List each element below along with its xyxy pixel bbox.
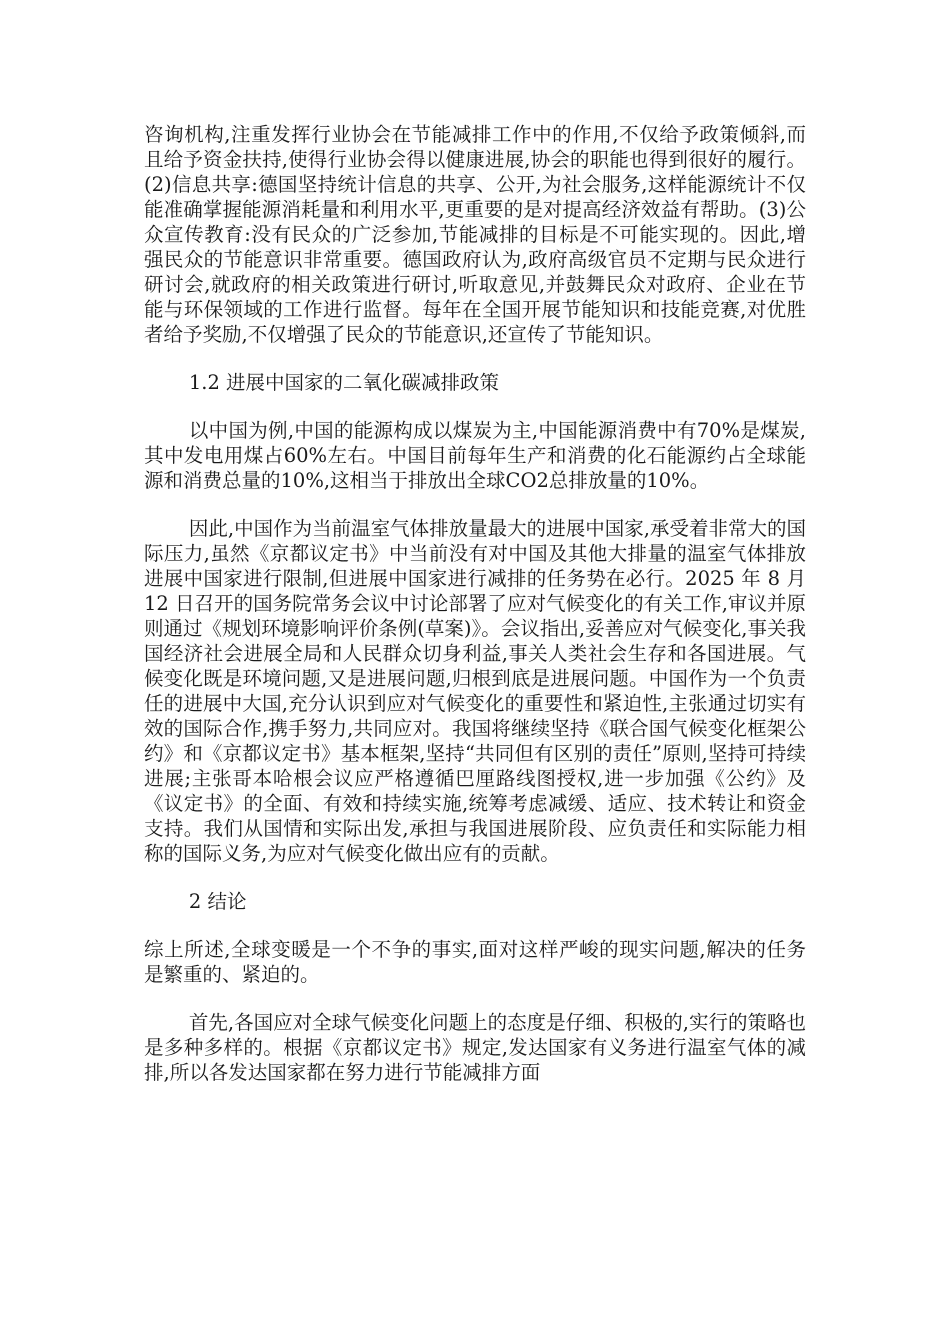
body-paragraph-continued: 咨询机构,注重发挥行业协会在节能减排工作中的作用,不仅给予政策倾斜,而且给予资金扶持,使得行业协会得以健康进展,协会的职能也得到很好的履行。(2)信息共享:德国坚持统计信息的共享、公开,为社会服务,这样能源统计不仅能准确掌握能源消耗量和利用水平,更重要的是对提高经济效益有帮助。(3)公众宣传教育:没有民众的广泛参加,节能减排的目标是不可能实现的。因此,增强民众的节能意识非常重要。德国政府认为,政府高级官员不定期与民众进行研讨会,就政府的相关政策进行研讨,听取意见,并鼓舞民众对政府、企业在节能与环保领域的工作进行监督。每年在全国开展节能知识和技能竞赛,对优胜者给予奖励,不仅增强了民众的节能意识,还宣传了节能知识。 bbox=[144, 123, 806, 346]
document-body bbox=[144, 122, 806, 1108]
body-paragraph-china-policy: 因此,中国作为当前温室气体排放量最大的进展中国家,承受着非常大的国际压力,虽然《京都议定书》中当前没有对中国及其他大排量的温室气体排放进展中国家进行限制,但进展中国家进行减排的任务势在必行。2025 年 8 月 12 日召开的国务院常务会议中讨论部署了应对气候变化的有关工作,审议并原则通过《规划环境影响评价条例(草案)》。会议指出,妥善应对气候变化,事关我国经济社会进展全局和人民群众切身利益,事关人类社会生存和各国进展。气候变化既是环境问题,又是进展问题,归根到底是进展问题。中国作为一个负责任的进展中大国,充分认识到应对气候变化的重要性和紧迫性,主张通过切实有效的国际合作,携手努力,共同应对。我国将继续坚持《联合国气候变化框架公约》和《京都议定书》基本框架,坚持“共同但有区别的责任”原则,坚持可持续进展;主张哥本哈根会议应严格遵循巴厘路线图授权,进一步加强《公约》及《议定书》的全面、有效和持续实施,统筹考虑减缓、适应、技术转让和资金支持。我们从国情和实际出发,承担与我国进展阶段、应负责任和实际能力相称的国际义务,为应对气候变化做出应有的贡献。 bbox=[144, 517, 806, 865]
section-heading-1-2: 1.2 进展中国家的二氧化碳减排政策 bbox=[188, 371, 500, 394]
body-paragraph-summary: 综上所述,全球变暖是一个不争的事实,面对这样严峻的现实问题,解决的任务是繁重的、紧迫的。 bbox=[144, 938, 806, 986]
section-heading-2-conclusion: 2 结论 bbox=[188, 890, 247, 913]
body-paragraph-first-point: 首先,各国应对全球气候变化问题上的态度是仔细、积极的,实行的策略也是多种多样的。根据《京都议定书》规定,发达国家有义务进行温室气体的减排,所以各发达国家都在努力进行节能减排方面 bbox=[144, 1011, 806, 1084]
body-paragraph-china-energy: 以中国为例,中国的能源构成以煤炭为主,中国能源消费中有70%是煤炭,其中发电用煤占60%左右。中国目前每年生产和消费的化石能源约占全球能源和消费总量的10%,这相当于排放出全球CO2总排放量的10%。 bbox=[144, 419, 806, 492]
